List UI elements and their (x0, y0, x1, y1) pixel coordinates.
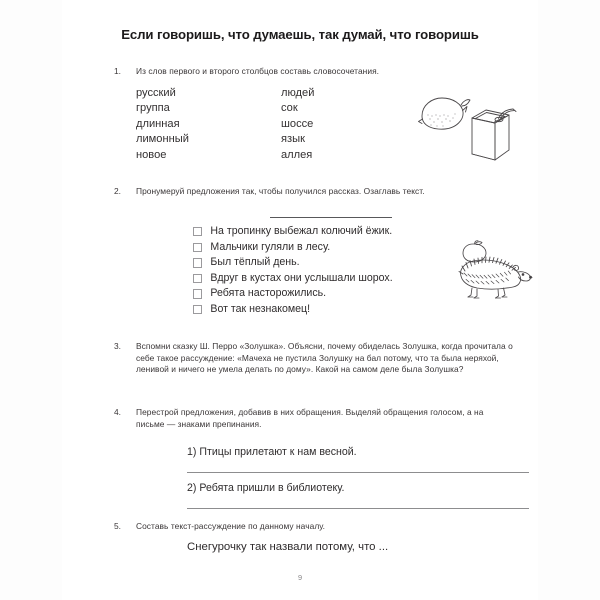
writing-line[interactable] (187, 472, 529, 473)
writing-rule[interactable] (187, 472, 529, 473)
exercise-2 (114, 186, 514, 198)
exercise-4 (114, 407, 514, 430)
story-title-blank-line[interactable] (270, 217, 392, 218)
page-sheet (62, 0, 538, 600)
page-number: 9 (297, 573, 303, 582)
sentence-ordering-list (193, 224, 393, 318)
list-item (193, 224, 393, 240)
word-right[interactable]: аллея (281, 148, 313, 161)
word-pair-row (136, 117, 436, 132)
writing-rule[interactable] (187, 508, 529, 509)
exercise-5-opener-text: Снегурочку так назвали потому, что ... (187, 541, 389, 553)
list-item-label: Вот так незнакомец! (210, 302, 311, 315)
exercise-2-prompt: Пронумеруй предложения так, чтобы получился рассказ. Озаглавь текст. (136, 186, 425, 196)
word-left[interactable]: группа (136, 102, 170, 115)
list-item (193, 240, 393, 256)
exercise-5-prompt: Составь текст-рассуждение по данному началу. (136, 521, 326, 531)
word-right[interactable]: людей (281, 87, 315, 99)
exercise-3-number: 3. (114, 341, 121, 351)
exercise-5 (114, 521, 514, 533)
word-left[interactable]: лимонный (136, 133, 189, 146)
exercise-4-number: 4. (114, 407, 121, 417)
order-checkbox[interactable] (193, 258, 202, 267)
page-title: Если говоришь, что думаешь, так думай, что говоришь (121, 27, 479, 42)
list-item-label: Вдруг в кустах они услышали шорох. (210, 271, 393, 284)
hedgehog-with-apple-illustration (455, 240, 533, 307)
list-item (193, 286, 393, 302)
exercise-5-number: 5. (114, 521, 121, 531)
exercise-2-number: 2. (114, 186, 121, 196)
order-checkbox[interactable] (193, 274, 202, 283)
exercise-1 (114, 66, 514, 78)
word-pair-row (136, 86, 436, 101)
word-right[interactable]: сок (281, 102, 298, 115)
list-item-label: Мальчики гуляли в лесу. (210, 240, 331, 253)
exercise-1-prompt: Из слов первого и второго столбцов составь словосочетания. (136, 66, 380, 76)
sentence-text: 2) Ребята пришли в библиотеку. (187, 482, 345, 494)
list-item (193, 271, 393, 287)
order-checkbox[interactable] (193, 305, 202, 314)
word-pair-row (136, 132, 436, 147)
exercise-4-sentence-1-block (187, 445, 529, 459)
word-pair-row (136, 148, 436, 163)
list-item-label: На тропинку выбежал колючий ёжик. (210, 225, 393, 237)
word-left[interactable]: русский (136, 87, 176, 99)
list-item-label: Ребята насторожились. (210, 287, 327, 300)
list-item-label: Был тёплый день. (210, 256, 300, 269)
word-right[interactable]: язык (281, 133, 305, 146)
exercise-1-number: 1. (114, 66, 121, 76)
word-left[interactable]: длинная (136, 117, 180, 130)
order-checkbox[interactable] (193, 243, 202, 252)
exercise-3-prompt: Вспомни сказку Ш. Перро «Золушка». Объясни, почему обиделась Золушка, когда прочитала о себе такое рассуждение: «Мачеха не пустила Золушку на бал потому, что та была неряхой, ленивой и ничего не умела делать по дому». Какой на самом деле была Золушка? (136, 341, 513, 375)
word-columns (136, 86, 436, 163)
order-checkbox[interactable] (193, 289, 202, 298)
word-right[interactable]: шоссе (281, 117, 314, 130)
exercise-4-sentence-2-block (187, 481, 529, 495)
writing-line[interactable] (187, 508, 529, 509)
list-item (193, 302, 393, 318)
exercise-3 (114, 341, 514, 376)
sentence-text: 1) Птицы прилетают к нам весной. (187, 446, 357, 458)
order-checkbox[interactable] (193, 227, 202, 236)
lemon-and-juice-carton-illustration (417, 88, 517, 171)
word-pair-row (136, 101, 436, 116)
word-left[interactable]: новое (136, 148, 167, 161)
exercise-4-prompt: Перестрой предложения, добавив в них обращения. Выделяй обращения голосом, а на письме — знаками препинания. (136, 407, 484, 429)
list-item (193, 255, 393, 271)
